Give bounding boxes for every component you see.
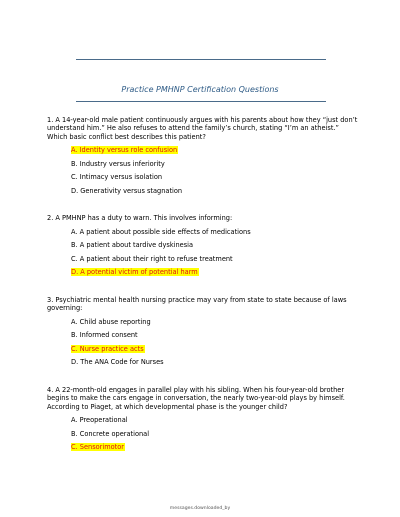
bottom-divider — [76, 101, 326, 102]
document-title: Practice PMHNP Certification Questions — [121, 85, 279, 94]
answer-option-correct — [71, 443, 359, 451]
answer-option — [71, 160, 359, 168]
option-text: C. Intimacy versus isolation — [71, 173, 163, 182]
question-stem: 1. A 14-year-old male patient continuously argues with his parents about how they “just don’t understand him.” He also refuses to attend the family’s church, stating “I’m an atheist.” Which basic conflict best describes this patient? — [47, 116, 358, 141]
answer-option — [71, 358, 359, 366]
answer-option — [71, 173, 359, 181]
option-text: B. Informed consent — [71, 331, 138, 340]
answer-option — [71, 187, 359, 195]
option-text: A. Child abuse reporting — [71, 317, 151, 326]
option-text: D. The ANA Code for Nurses — [71, 358, 164, 367]
answer-option-correct — [71, 345, 359, 353]
page-footer: messages.downloaded_by — [169, 506, 231, 511]
option-text: A. Identity versus role confusion — [71, 146, 178, 155]
option-text: B. Concrete operational — [71, 429, 150, 438]
answer-option — [71, 228, 359, 236]
question-2 — [47, 214, 359, 277]
answer-option — [71, 318, 359, 326]
option-text: D. Generativity versus stagnation — [71, 186, 183, 195]
answer-option — [71, 255, 359, 263]
option-text: A. Preoperational — [71, 416, 128, 425]
question-stem: 2. A PMHNP has a duty to warn. This involves informing: — [47, 214, 233, 223]
answer-option — [71, 430, 359, 438]
option-text: B. A patient about tardive dyskinesia — [71, 241, 194, 250]
option-text: C. Sensorimotor — [71, 443, 125, 452]
answer-option — [71, 331, 359, 339]
answer-option — [71, 416, 359, 424]
question-list — [47, 116, 359, 471]
answer-option-correct — [71, 268, 359, 276]
option-text: C. A patient about their right to refuse treatment — [71, 254, 233, 263]
question-1 — [47, 116, 359, 195]
question-3 — [47, 296, 359, 367]
question-stem: 3. Psychiatric mental health nursing practice may vary from state to state because of laws governing: — [47, 295, 347, 313]
option-text: B. Industry versus inferiority — [71, 159, 165, 168]
question-4 — [47, 386, 359, 452]
option-text: D. A potential victim of potential harm — [71, 268, 198, 277]
top-divider — [76, 59, 326, 60]
option-text: C. Nurse practice acts — [71, 344, 144, 353]
question-stem: 4. A 22-month-old engages in parallel play with his sibling. When his four-year-old brother begins to make the cars engage in conversation, the nearly two-year-old plays by himself. According to Piaget, at which developmental phase is the younger child? — [47, 385, 345, 411]
answer-option — [71, 241, 359, 249]
option-text: A. A patient about possible side effects of medications — [71, 227, 251, 236]
answer-option-correct — [71, 146, 359, 154]
